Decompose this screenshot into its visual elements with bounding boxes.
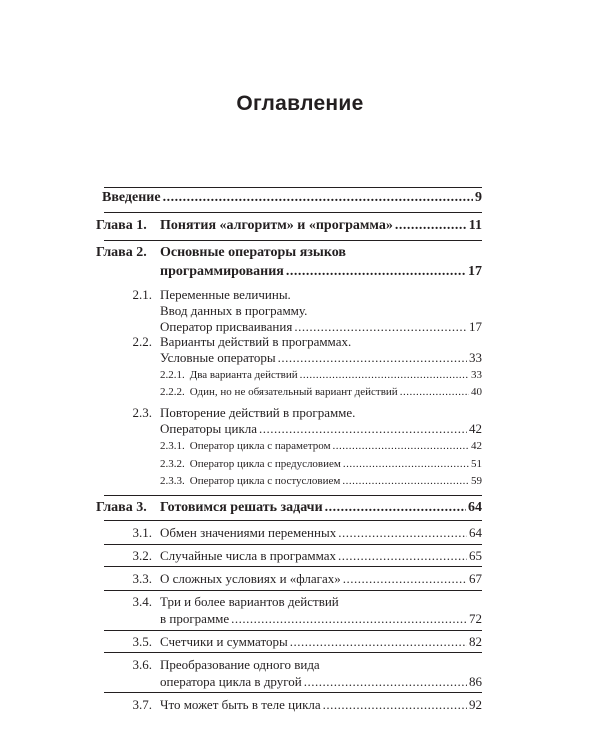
- toc-entry-label: Условные операторы: [160, 350, 276, 365]
- divider: [104, 566, 482, 567]
- section-number: 3.1.: [132, 525, 152, 540]
- page-number: 65: [469, 548, 482, 563]
- toc-entry-label: Операторы цикла: [160, 421, 258, 436]
- subsection-number: 2.2.2.: [160, 386, 185, 398]
- section-number: 3.2.: [132, 548, 152, 563]
- divider: [104, 630, 482, 631]
- toc-entry-label: Оператор цикла с постусловием: [189, 475, 341, 487]
- page-number: 40: [471, 386, 482, 398]
- page-title: Оглавление: [236, 92, 364, 115]
- page-number: 17: [468, 264, 482, 279]
- toc-entry-label: Ввод данных в программу.: [160, 303, 308, 318]
- toc-entry-label: Три и более вариантов действий: [160, 594, 339, 609]
- divider: [104, 692, 482, 693]
- divider: [104, 240, 482, 241]
- toc-entry-label: О сложных условиях и «флагах»: [160, 571, 341, 586]
- page-number: 33: [469, 350, 482, 365]
- page-number: 67: [469, 571, 482, 586]
- page-number: 64: [468, 500, 482, 515]
- page-number: 42: [471, 440, 482, 452]
- toc-entry-label: Случайные числа в программах: [160, 548, 336, 563]
- toc-entry-label: Варианты действий в программах.: [160, 334, 352, 349]
- subsection-number: 2.2.1.: [160, 369, 185, 381]
- page-number: 72: [469, 611, 482, 626]
- page-number: 11: [468, 218, 482, 233]
- page-number: 33: [471, 369, 482, 381]
- divider: [104, 520, 482, 521]
- subsection-number: 2.3.1.: [160, 440, 185, 452]
- page-number: 17: [469, 319, 482, 334]
- page-number: 92: [469, 697, 482, 712]
- toc-entry-label: Два варианта действий: [189, 369, 298, 381]
- page-number: 82: [469, 634, 482, 649]
- toc-entry-label: программирования: [160, 264, 284, 279]
- divider: [104, 652, 482, 653]
- toc-entry-label: Повторение действий в программе.: [160, 405, 356, 420]
- section-number: 3.5.: [132, 634, 152, 649]
- toc-entry-label: Один, но не обязательный вариант действий: [189, 386, 398, 398]
- toc-entry-label: Обмен значениями переменных: [160, 525, 337, 540]
- page-number: 64: [469, 525, 482, 540]
- divider: [104, 495, 482, 496]
- toc-entry-label: Введение: [102, 190, 161, 205]
- subsection-number: 2.3.2.: [160, 458, 185, 470]
- toc-entry-label: в программе: [160, 611, 230, 626]
- section-number: 2.3.: [132, 405, 152, 420]
- toc-entry-label: Преобразование одного вида: [160, 657, 320, 672]
- section-number: 3.4.: [132, 594, 152, 609]
- section-number: 2.2.: [132, 334, 152, 349]
- toc-entry-label: Счетчики и сумматоры: [160, 634, 288, 649]
- toc-entry-label: Готовимся решать задачи: [160, 500, 323, 515]
- toc-entry-label: Оператор цикла с параметром: [189, 440, 331, 452]
- subsection-number: 2.3.3.: [160, 475, 185, 487]
- section-number: 3.3.: [132, 571, 152, 586]
- section-number: 2.1.: [132, 287, 152, 302]
- toc-entry-label: Понятия «алгоритм» и «программа»: [160, 218, 393, 233]
- divider: [104, 590, 482, 591]
- toc-entry-label: Оператор цикла с предусловием: [189, 458, 341, 470]
- divider: [104, 212, 482, 213]
- toc-entry-label: Оператор присваивания: [160, 319, 293, 334]
- page-number: 51: [471, 458, 482, 470]
- page-number: 9: [475, 190, 482, 205]
- chapter-number: Глава 2.: [96, 245, 147, 260]
- divider: [104, 187, 482, 188]
- toc-entry-label: Основные операторы языков: [160, 245, 346, 260]
- section-number: 3.7.: [132, 697, 152, 712]
- page-number: 42: [469, 421, 482, 436]
- chapter-number: Глава 1.: [96, 218, 147, 233]
- chapter-number: Глава 3.: [96, 500, 147, 515]
- toc-entry-label: Что может быть в теле цикла: [160, 697, 321, 712]
- toc-entry-label: Переменные величины.: [160, 287, 291, 302]
- page-number: 59: [471, 475, 482, 487]
- toc-entry-label: оператора цикла в другой: [160, 674, 302, 689]
- divider: [104, 544, 482, 545]
- page-number: 86: [469, 674, 482, 689]
- section-number: 3.6.: [132, 657, 152, 672]
